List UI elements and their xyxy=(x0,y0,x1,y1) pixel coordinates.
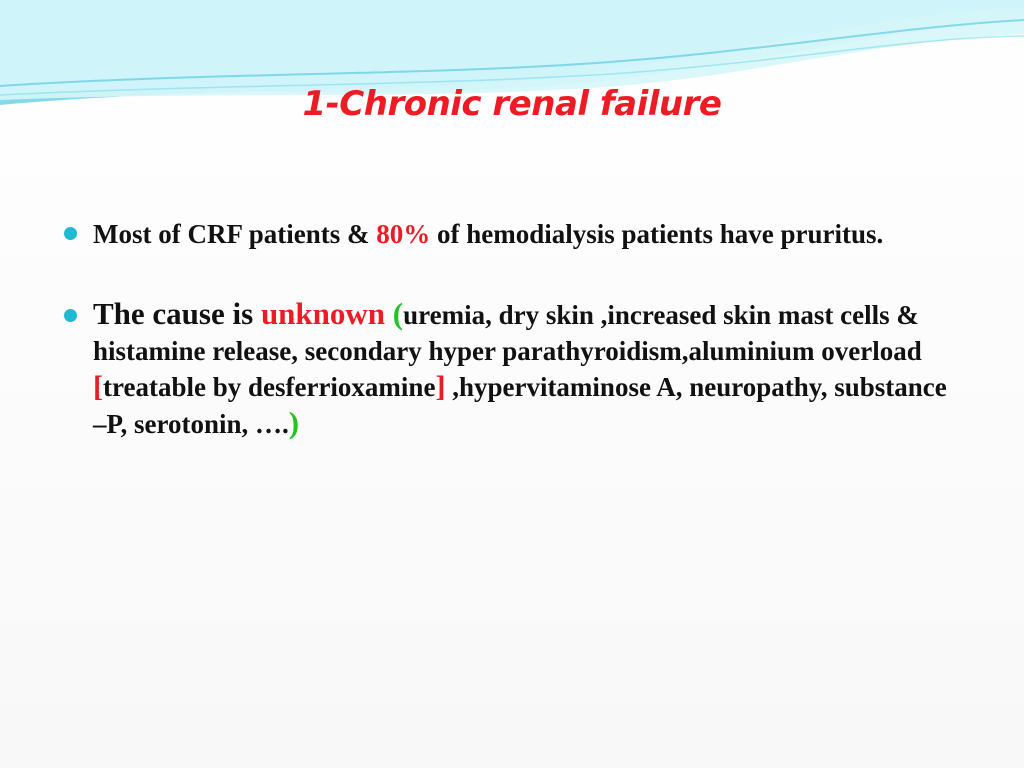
cause-lead: The cause is xyxy=(93,296,261,331)
bullet-dot-icon xyxy=(64,227,77,240)
prevalence-percentage: 80% xyxy=(376,219,431,249)
bullet-text-after: of hemodialysis patients have pruritus. xyxy=(430,219,884,249)
cause-list-part-2: ,hypervitaminose A, neuropathy, substance –P, serotonin, …. xyxy=(93,372,947,439)
open-parenthesis: ( xyxy=(392,296,404,331)
slide-title: 1-Chronic renal failure xyxy=(302,84,722,124)
close-parenthesis: ) xyxy=(288,405,300,440)
cause-space xyxy=(385,296,393,331)
bullet-dot-icon xyxy=(64,309,77,322)
bullet-list xyxy=(62,216,962,442)
cause-unknown: unknown xyxy=(260,296,386,331)
treatment-note: treatable by desferrioxamine xyxy=(103,372,436,402)
open-bracket: [ xyxy=(93,370,103,403)
bullet-cause xyxy=(62,296,962,442)
close-bracket: ] xyxy=(435,370,446,403)
bullet-text-before: Most of CRF patients & xyxy=(93,219,377,249)
bullet-prevalence xyxy=(62,216,962,252)
cause-list-part-1: uremia, dry skin ,increased skin mast cells & histamine release, secondary hyper parathyroidism,aluminium overload xyxy=(93,300,922,366)
